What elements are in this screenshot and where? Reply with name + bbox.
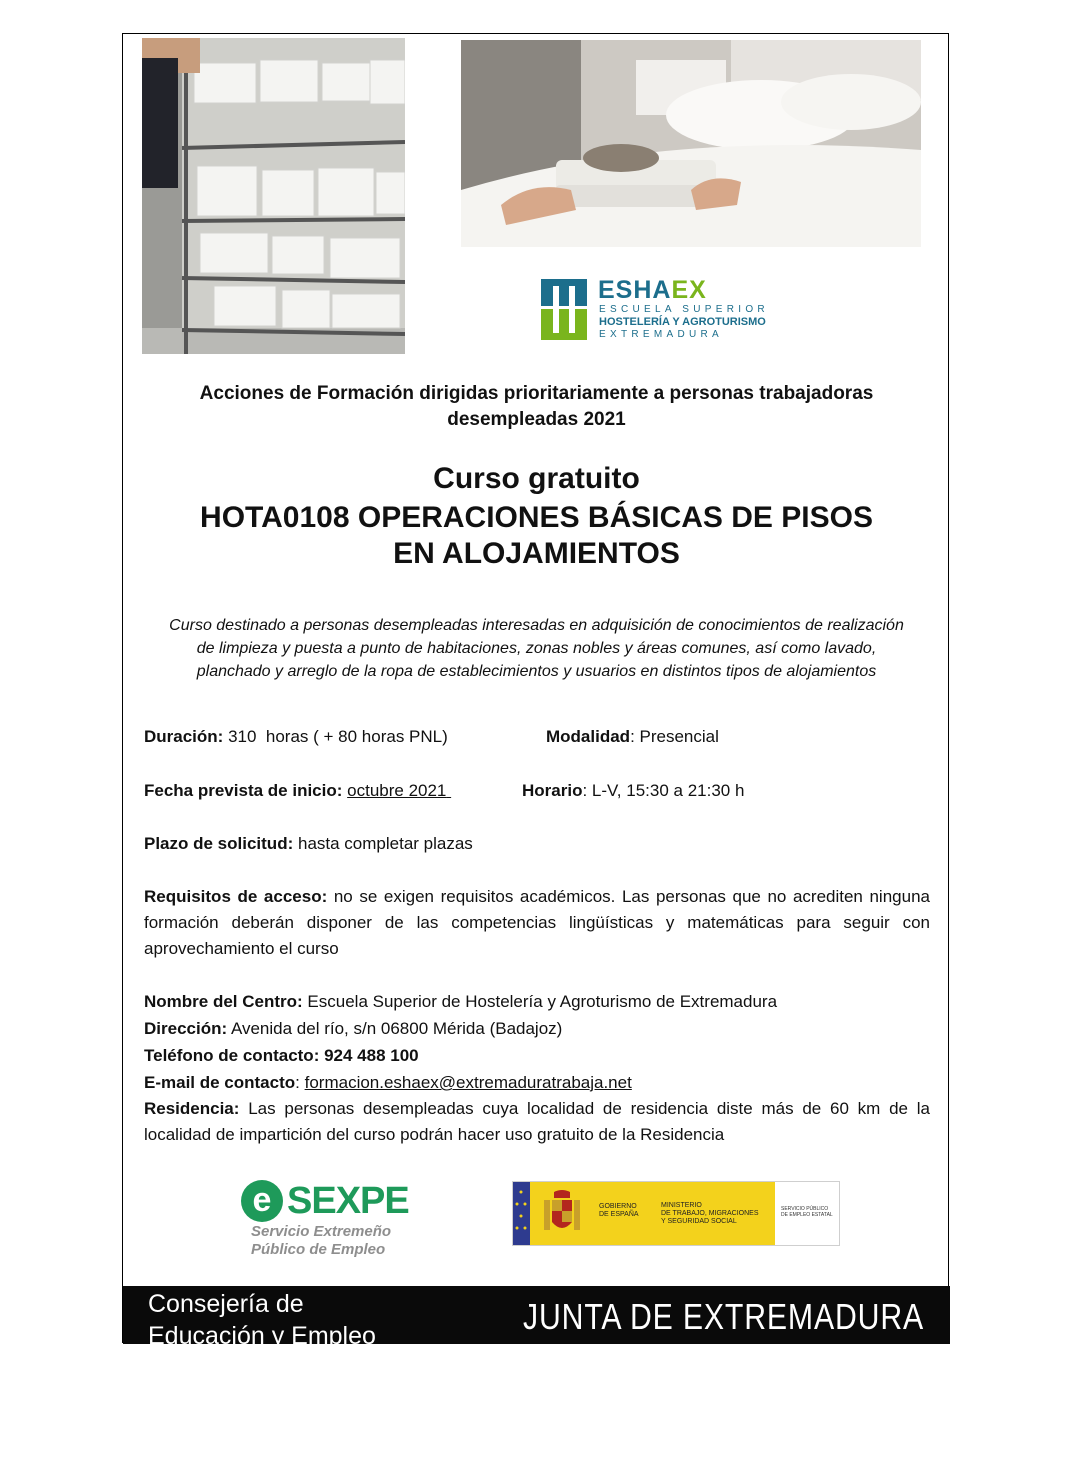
footer-bar <box>123 1286 950 1350</box>
phone-label: Teléfono de contacto: <box>144 1046 320 1065</box>
gobierno-line-1: GOBIERNO <box>599 1203 637 1210</box>
duration-value: 310 horas ( + 80 horas PNL) <box>228 727 448 746</box>
application-period-row <box>144 831 930 857</box>
sexpe-mark-icon: e <box>241 1180 283 1222</box>
program-subtitle <box>123 381 950 433</box>
start-date-row <box>144 778 930 804</box>
address-row <box>144 1016 930 1042</box>
requirements-value: no se exigen requisitos académicos. Las personas que no acrediten ninguna formación deberán disponer de las competencias lingüísticas y matemáticas para seguir con aprovechamiento el curso <box>144 887 930 958</box>
modality-label: Modalidad <box>546 727 631 746</box>
course-title <box>123 500 950 572</box>
bed-linen-photo <box>461 40 921 247</box>
address-label: Dirección: <box>144 1019 228 1038</box>
eshaex-line-3: EXTREMADURA <box>599 329 723 340</box>
sepe-line-1: SERVICIO PÚBLICO <box>781 1206 829 1212</box>
eshaex-logo <box>541 275 801 345</box>
application-period-label: Plazo de solicitud: <box>144 834 294 853</box>
email-separator: : <box>295 1073 300 1092</box>
eshaex-name-part-b: EX <box>671 276 707 304</box>
eshaex-line-2: HOSTELERÍA Y AGROTURISMO <box>599 316 766 328</box>
application-period-value: hasta completar plazas <box>297 834 473 853</box>
consejeria-line-2: Educación y Empleo <box>148 1322 376 1350</box>
center-name-label: Nombre del Centro: <box>144 992 303 1011</box>
requirements-paragraph <box>144 884 930 962</box>
requirements-label: Requisitos de acceso: <box>144 887 328 906</box>
center-name-row <box>144 989 930 1015</box>
schedule-field <box>522 778 744 804</box>
course-description <box>151 614 922 683</box>
ministerio-text <box>661 1202 759 1226</box>
duration-label: Duración: <box>144 727 224 746</box>
sexpe-logo <box>239 1177 409 1257</box>
coat-of-arms-icon <box>542 1190 582 1238</box>
duration-row <box>144 724 930 750</box>
junta-extremadura-label: JUNTA DE EXTREMADURA <box>523 1296 925 1337</box>
flyer-page <box>122 33 949 1350</box>
center-name-value: Escuela Superior de Hostelería y Agroturismo de Extremadura <box>307 992 778 1011</box>
residence-label: Residencia: <box>144 1099 240 1118</box>
description-line-3: planchado y arreglo de la ropa de establecimientos y usuarios en distintos tipos de alojamientos <box>196 663 877 680</box>
phone-row <box>144 1043 930 1069</box>
schedule-label: Horario <box>522 781 583 800</box>
residence-value: Las personas desempleadas cuya localidad de residencia diste más de 60 km de la localidad de impartición del curso podrán hacer uso gratuito de la Residencia <box>144 1099 930 1144</box>
gobierno-text <box>599 1203 639 1219</box>
sexpe-subtitle-line-1: Servicio Extremeño <box>251 1223 392 1240</box>
eshaex-name <box>598 275 707 305</box>
eshaex-line-1: ESCUELA SUPERIOR <box>599 304 769 315</box>
sexpe-subtitle <box>251 1223 391 1259</box>
email-link[interactable]: formacion.eshaex@extremaduratrabaja.net <box>304 1073 632 1092</box>
course-title-line-2: EN ALOJAMIENTOS <box>393 537 680 570</box>
consejeria-line-1: Consejería de <box>148 1290 304 1318</box>
course-title-line-1: HOTA0108 OPERACIONES BÁSICAS DE PISOS <box>200 501 873 534</box>
consejeria-label <box>148 1288 376 1352</box>
linen-shelves-photo <box>142 38 405 354</box>
eu-flag-icon <box>513 1182 530 1245</box>
modality-field <box>546 724 719 750</box>
modality-value: : Presencial <box>630 727 719 746</box>
gobierno-line-2: DE ESPAÑA <box>599 1211 639 1218</box>
program-subtitle-line-1: Acciones de Formación dirigidas prioritariamente a personas trabajadoras <box>199 383 874 404</box>
sexpe-name: SEXPE <box>287 1180 409 1222</box>
email-label: E-mail de contacto <box>144 1073 296 1092</box>
start-date-value: octubre 2021 <box>347 781 447 800</box>
description-line-2: de limpieza y puesta a punto de habitaciones, zonas nobles y áreas comunes, así como lavado, <box>196 640 877 657</box>
ministerio-line-3: Y SEGURIDAD SOCIAL <box>661 1218 737 1225</box>
description-line-1: Curso destinado a personas desempleadas interesadas en adquisición de conocimientos de realización <box>169 617 904 634</box>
sepe-line-2: DE EMPLEO ESTATAL <box>781 1212 833 1218</box>
program-subtitle-line-2: desempleadas 2021 <box>447 409 626 430</box>
schedule-value: : L-V, 15:30 a 21:30 h <box>582 781 745 800</box>
residence-paragraph <box>144 1096 930 1148</box>
email-row <box>144 1070 930 1096</box>
sexpe-subtitle-line-2: Público de Empleo <box>251 1241 386 1258</box>
start-date-label: Fecha prevista de inicio: <box>144 781 343 800</box>
address-value: Avenida del río, s/n 06800 Mérida (Badajoz) <box>230 1019 563 1038</box>
ministerio-line-1: MINISTERIO <box>661 1202 702 1209</box>
phone-value: 924 488 100 <box>324 1046 419 1065</box>
ministerio-line-2: DE TRABAJO, MIGRACIONES <box>661 1210 759 1217</box>
sepe-text <box>781 1206 833 1218</box>
gobierno-espana-logo <box>512 1181 840 1246</box>
course-label: Curso gratuito <box>433 462 640 495</box>
eshaex-name-part-a: ESHA <box>598 276 672 304</box>
eshaex-mark-icon <box>541 279 587 340</box>
